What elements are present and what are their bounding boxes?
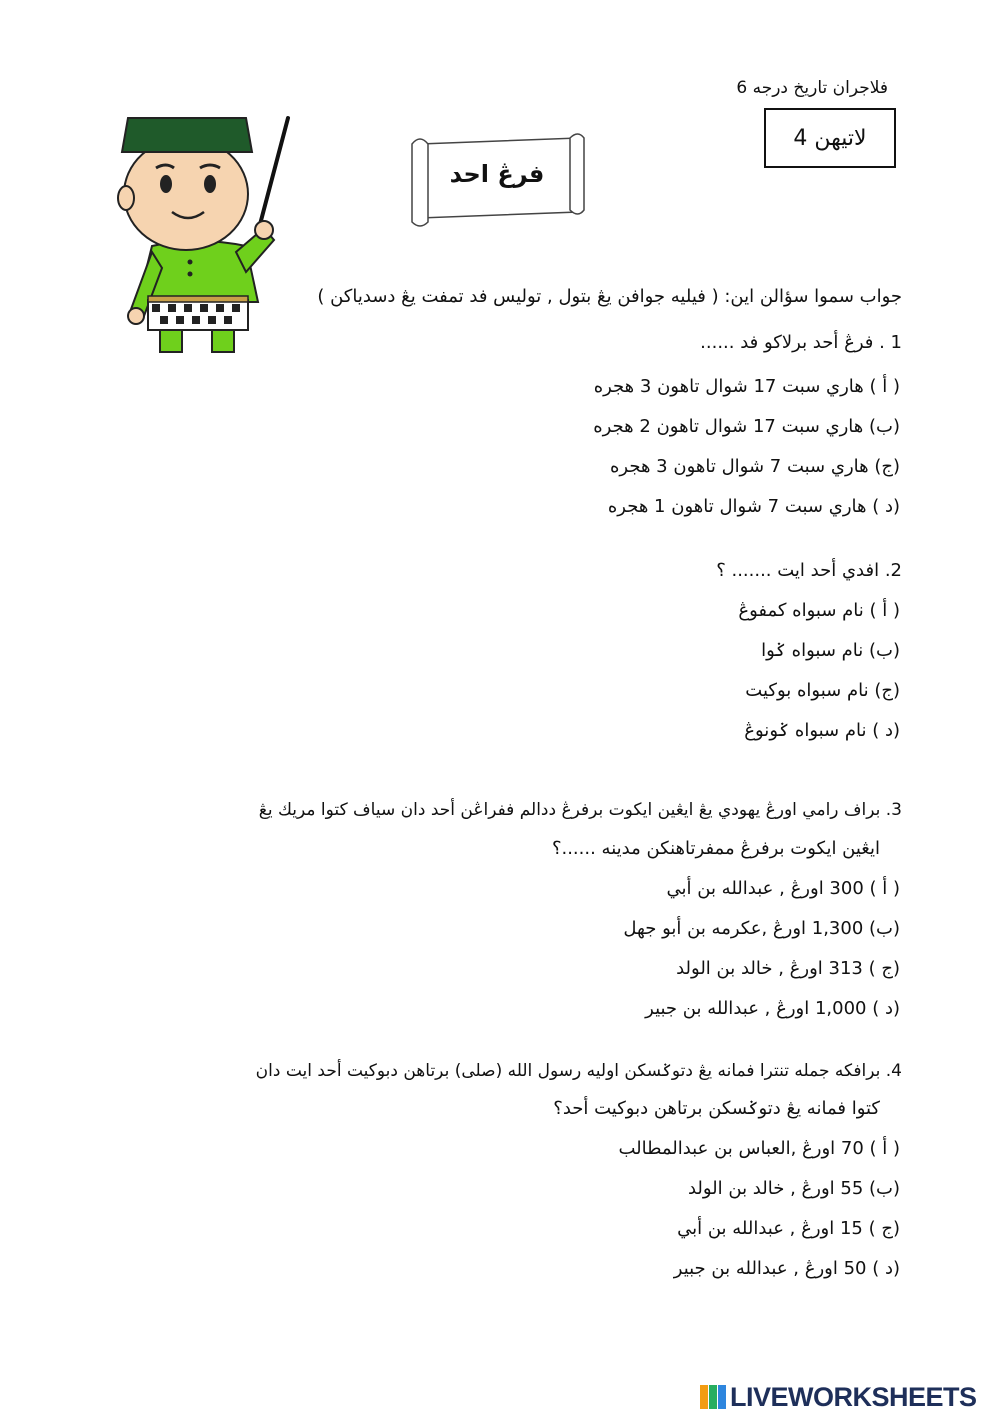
question-4-option-a[interactable]: ( أ ) 70 اورڠ ,العباس بن عبدالمطالب bbox=[618, 1138, 900, 1159]
question-2-option-d[interactable]: (د ) نام سبواه ݢونوڠ bbox=[744, 720, 900, 741]
lesson-box: لاتيهن 4 bbox=[764, 108, 896, 168]
question-1-option-a[interactable]: ( أ ) هاري سبت 17 شوال تاهون 3 هجره bbox=[593, 376, 900, 397]
question-1-option-c[interactable]: (ج) هاري سبت 7 شوال تاهون 3 هجره bbox=[609, 456, 900, 477]
question-3-option-d[interactable]: (د ) 1,000 اورڠ , عبدالله بن جبير bbox=[645, 998, 900, 1019]
question-1-stem: 1 . فرڠ أحد برلاكو فد ...... bbox=[700, 332, 902, 353]
question-3-option-b[interactable]: (ب) 1,300 اورڠ ,عكرمه بن أبو جهل bbox=[623, 918, 900, 939]
question-2-option-a[interactable]: ( أ ) نام سبواه كمفوڠ bbox=[738, 600, 900, 621]
question-4-option-b[interactable]: (ب) 55 اورڠ , خالد بن الولد bbox=[687, 1178, 900, 1199]
instruction-text: جواب سموا سؤالن اين: ( فيليه جوافن يڠ بتول , توليس فد تمفت يڠ دسدياكن ) bbox=[317, 286, 902, 307]
question-4-stem-line-1: 4. برافكه جمله تنترا فمانه يڠ دتوݢسكن اوليه رسول الله (صلى) برتاهن دبوكيت أحد ايت دان bbox=[255, 1061, 902, 1081]
question-3-stem-line-2: ايڠين ايكوت برفرڠ ممفرتاهنكن مدينه ......؟ bbox=[551, 838, 880, 859]
question-4-stem-line-2: كتوا فمانه يڠ دتوݢسكن برتاهن دبوكيت أحد؟ bbox=[553, 1098, 880, 1119]
question-3-stem-line-1: 3. براف رامي اورڠ يهودي يڠ ايڠين ايكوت برفرڠ ددالم ففراڠن أحد دان سياف كتوا مريك يڠ bbox=[258, 800, 902, 820]
liveworksheets-mark-icon bbox=[700, 1385, 726, 1409]
question-1-option-d[interactable]: (د ) هاري سبت 7 شوال تاهون 1 هجره bbox=[607, 496, 900, 517]
question-4-option-d[interactable]: (د ) 50 اورڠ , عبدالله بن جبير bbox=[673, 1258, 900, 1279]
question-2-option-b[interactable]: (ب) نام سبواه ݢوا bbox=[761, 640, 900, 661]
lesson-title: فرڠ احد bbox=[449, 160, 545, 188]
liveworksheets-logo[interactable] bbox=[700, 1382, 977, 1412]
question-1-option-b[interactable]: (ب) هاري سبت 17 شوال تاهون 2 هجره bbox=[593, 416, 900, 437]
question-4-option-c[interactable]: (ج ) 15 اورڠ , عبدالله بن أبي bbox=[677, 1218, 900, 1239]
logo-text: LIVEWORKSHEETS bbox=[730, 1381, 977, 1412]
question-2-stem: 2. افدي أحد ايت ....... ؟ bbox=[716, 560, 902, 581]
subject-heading: فلاجران تاريخ درجه 6 bbox=[736, 78, 888, 98]
question-3-option-c[interactable]: (ج ) 313 اورڠ , خالد بن الولد bbox=[676, 958, 900, 979]
question-2-option-c[interactable]: (ج) نام سبواه بوكيت bbox=[745, 680, 900, 701]
teacher-mascot-illustration bbox=[108, 112, 298, 356]
question-3-option-a[interactable]: ( أ ) 300 اورڠ , عبدالله بن أبي bbox=[666, 878, 900, 899]
